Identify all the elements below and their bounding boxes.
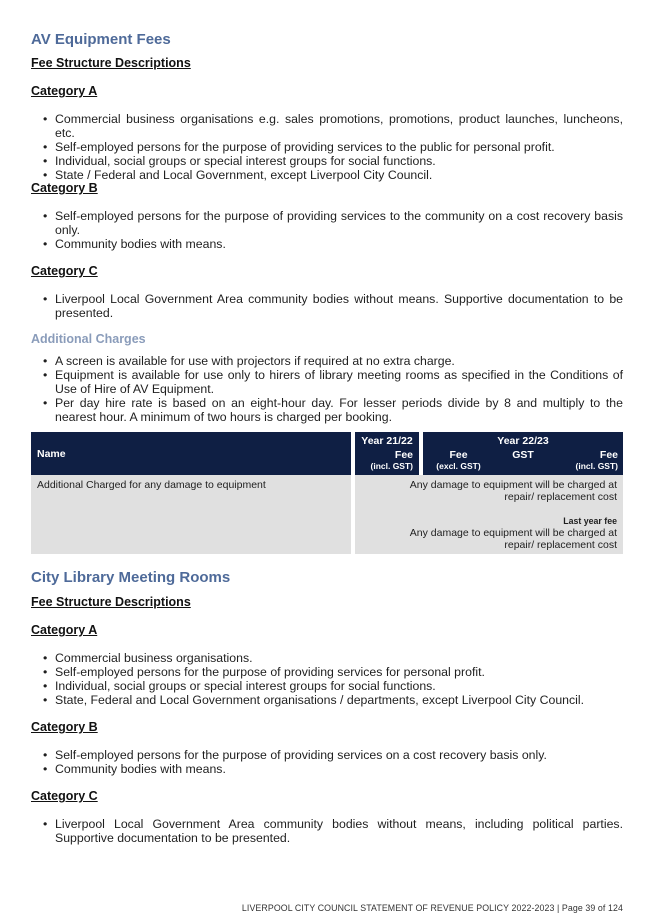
av-category-b-heading: Category B — [31, 181, 98, 195]
library-category-c-list — [31, 817, 623, 845]
av-category-a-list — [31, 112, 623, 182]
column-header-name: Name — [31, 432, 351, 475]
column-header-year-prev: Year 21/22 — [351, 432, 419, 447]
table-row — [31, 475, 623, 554]
column-header-year-curr: Year 22/23 — [419, 432, 623, 447]
list-item: • Individual, social groups or special interest groups for social functions. — [31, 154, 623, 168]
list-item: • Self-employed persons for the purpose of providing services for personal profit. — [31, 665, 623, 679]
list-item: • Equipment is available for use only to hirers of library meeting rooms as specified in the Conditions of Use of Hire of AV Equipment. — [31, 368, 623, 396]
library-fee-structure-heading: Fee Structure Descriptions — [31, 595, 191, 609]
list-item: • Commercial business organisations e.g. sales promotions, promotions, product launches, luncheons, etc. — [31, 112, 623, 140]
list-item: • Commercial business organisations. — [31, 651, 623, 665]
av-fee-table — [31, 432, 623, 554]
row-value-cell — [351, 475, 623, 554]
library-category-b-heading: Category B — [31, 720, 98, 734]
column-header-fee-prev — [351, 447, 419, 475]
fee-label: Fee — [449, 449, 468, 461]
list-item: • A screen is available for use with projectors if required at no extra charge. — [31, 354, 623, 368]
av-section-title: AV Equipment Fees — [31, 31, 171, 48]
av-category-c-heading: Category C — [31, 264, 98, 278]
list-item: • Community bodies with means. — [31, 237, 623, 251]
fee-label: Fee — [394, 449, 413, 461]
library-category-b-list — [31, 748, 623, 776]
list-item: • Self-employed persons for the purpose of providing services to the community on a cost recovery basis only. — [31, 209, 623, 237]
incl-gst-label: (incl. GST) — [575, 461, 618, 471]
row-name-cell: Additional Charged for any damage to equipment — [31, 475, 351, 554]
list-item: • Self-employed persons for the purpose of providing services on a cost recovery basis only. — [31, 748, 623, 762]
column-header-fee-excl — [419, 447, 494, 475]
column-header-fee-incl — [552, 447, 623, 475]
list-item: • Self-employed persons for the purpose of providing services to the public for personal profit. — [31, 140, 623, 154]
current-fee-text: Any damage to equipment will be charged at repair/ replacement cost — [409, 479, 617, 503]
list-item: • Liverpool Local Government Area community bodies without means, including political parties. Supportive documentation to be presented. — [31, 817, 623, 845]
column-header-gst — [494, 447, 552, 475]
last-year-fee-label: Last year fee — [563, 516, 617, 526]
library-section-title: City Library Meeting Rooms — [31, 569, 231, 586]
additional-charges-list — [31, 354, 623, 424]
gst-label: GST — [512, 449, 534, 461]
list-item: • Community bodies with means. — [31, 762, 623, 776]
last-year-fee-text: Any damage to equipment will be charged at repair/ replacement cost — [409, 527, 617, 551]
library-category-a-heading: Category A — [31, 623, 98, 637]
list-item: • Per day hire rate is based on an eight-hour day. For lesser periods divide by 8 and multiply to the nearest hour. A minimum of two hours is charged per booking. — [31, 396, 623, 424]
list-item: • Liverpool Local Government Area community bodies without means. Supportive documentation to be presented. — [31, 292, 623, 320]
av-category-b-list — [31, 209, 623, 251]
av-category-c-list — [31, 292, 623, 320]
list-item: • State / Federal and Local Government, except Liverpool City Council. — [31, 168, 623, 182]
list-item: • Individual, social groups or special interest groups for social functions. — [31, 679, 623, 693]
av-category-a-heading: Category A — [31, 84, 98, 98]
library-category-a-list — [31, 651, 623, 707]
page-footer: LIVERPOOL CITY COUNCIL STATEMENT OF REVENUE POLICY 2022-2023 | Page 39 of 124 — [241, 903, 623, 913]
list-item: • State, Federal and Local Government organisations / departments, except Liverpool City Council. — [31, 693, 623, 707]
excl-gst-label: (excl. GST) — [436, 461, 481, 471]
av-fee-structure-heading: Fee Structure Descriptions — [31, 56, 191, 70]
additional-charges-heading: Additional Charges — [31, 332, 146, 346]
library-category-c-heading: Category C — [31, 789, 98, 803]
fee-label: Fee — [599, 449, 618, 461]
incl-gst-label: (incl. GST) — [370, 461, 413, 471]
